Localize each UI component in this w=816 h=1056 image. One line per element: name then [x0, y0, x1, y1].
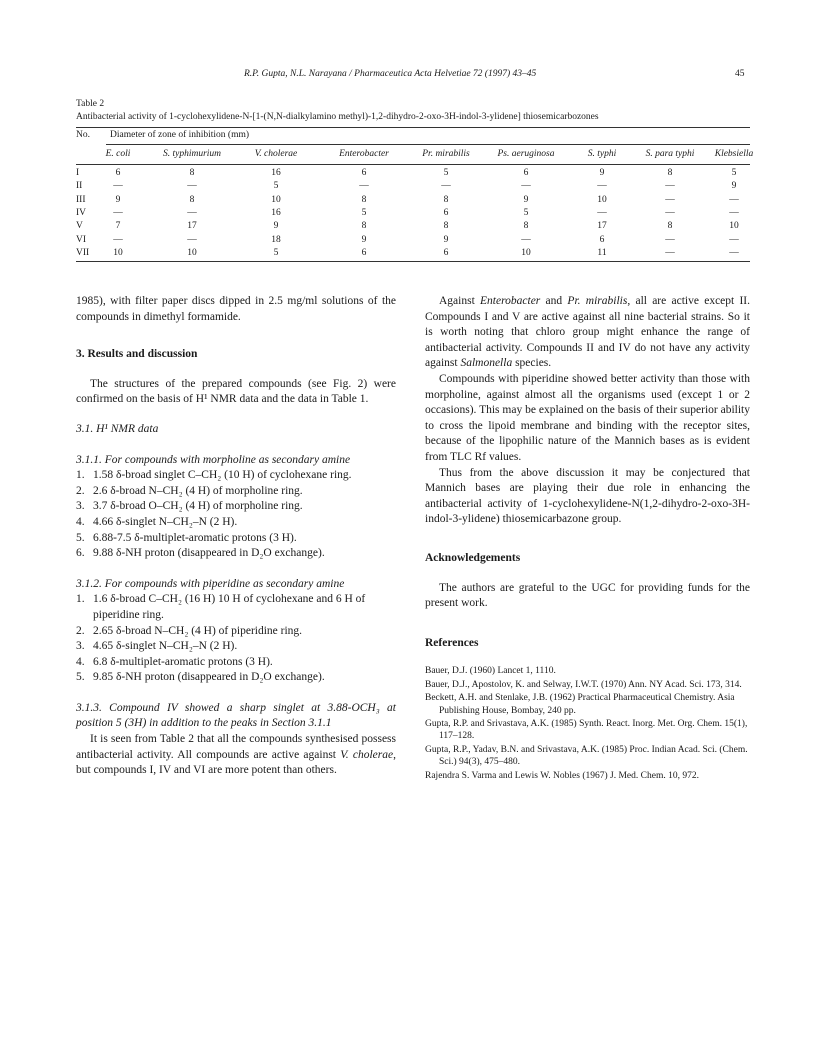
table-cell: —	[665, 194, 675, 205]
table-cell: —	[113, 234, 123, 245]
references-list	[425, 665, 750, 782]
table-cell: 10	[729, 221, 739, 232]
table-cell: 8	[667, 221, 673, 232]
table-top-rule	[76, 127, 750, 128]
section-3-heading: 3. Results and discussion	[76, 348, 198, 361]
discussion-organism: V. cholerae	[340, 748, 394, 761]
table-cell: —	[441, 181, 451, 192]
list-item-number: 6.	[76, 547, 85, 560]
table-caption: Antibacterial activity of 1-cyclohexylidene-N-[1-(N,N-dialkylamino methyl)-1,2-dihydro-2-oxo-3H-indol-3-ylidene] thiosemicarbozones	[76, 112, 599, 122]
list-item	[76, 515, 396, 531]
page-number: 45	[735, 69, 745, 79]
table-group-header: Diameter of zone of inhibition (mm)	[110, 130, 250, 140]
table-cell: 8	[667, 168, 673, 178]
list-item-number: 5.	[76, 671, 85, 684]
table-cell: —	[665, 247, 675, 258]
table-cell: —	[729, 207, 739, 218]
p1-text-d: species.	[512, 357, 552, 370]
table-column-header: Klebsiella	[714, 149, 754, 159]
table-row-label: II	[76, 181, 83, 192]
table-row-label: VII	[76, 247, 90, 258]
table-cell: 17	[187, 221, 197, 232]
morpholine-nmr-list	[76, 468, 396, 562]
list-item-text: 4.65 δ-singlet N–CH₂–N (2 H).	[93, 640, 238, 653]
table-cell: 6	[443, 247, 449, 258]
table-cell: 8	[361, 194, 367, 205]
table-cell: 8	[361, 221, 367, 232]
list-item	[76, 592, 396, 623]
table-column-header: S. typhi	[587, 149, 617, 159]
table-cell: 10	[271, 194, 281, 205]
table-cell: —	[665, 234, 675, 245]
list-item-text: 2.65 δ-broad N–CH₂ (4 H) of piperidine ring.	[93, 624, 303, 637]
intro-paragraph: 1985), with filter paper discs dipped in 2.5 mg/ml solutions of the compounds in dimethyl formamide.	[76, 295, 396, 323]
subsection-3-1-2-heading: 3.1.2. For compounds with piperidine as secondary amine	[76, 577, 345, 590]
table-cell: 6	[361, 247, 367, 258]
list-item-number: 3.	[76, 500, 85, 513]
list-item-text: 9.85 δ-NH proton (disappeared in D₂O exchange).	[93, 671, 325, 684]
list-item	[76, 639, 396, 655]
list-item	[76, 624, 396, 640]
running-header	[0, 69, 816, 83]
table-column-header: S. typhimurium	[162, 149, 222, 159]
results-paragraph-1	[425, 294, 750, 372]
table-cell: 16	[271, 168, 281, 178]
table-cell: 5	[361, 207, 367, 218]
list-item-number: 1.	[76, 593, 85, 606]
list-item-text: 4.66 δ-singlet N–CH₂–N (2 H).	[93, 515, 238, 528]
list-item	[76, 655, 396, 671]
table-row-label: V	[76, 221, 83, 232]
discussion-text-a: It is seen from Table 2 that all the compounds synthesised possess antibacterial activity. All compounds are active against	[76, 733, 396, 761]
table-cell: 9	[273, 221, 279, 232]
table-cell: 10	[521, 247, 531, 258]
table-cell: 6	[599, 234, 605, 245]
list-item-text: 1.6 δ-broad C–CH₂ (16 H) 10 H of cyclohexane and 6 H of piperidine ring.	[93, 593, 366, 621]
table-bottom-rule	[76, 261, 750, 262]
list-item-text: 9.88 δ-NH proton (disappeared in D₂O exchange).	[93, 547, 325, 560]
p1-organism-2: Pr. mirabilis	[567, 295, 628, 307]
table-cell: —	[729, 234, 739, 245]
table-cell: —	[521, 181, 531, 192]
reference-entry: Gupta, R.P. and Srivastava, A.K. (1985) Synth. React. Inorg. Met. Org. Chem. 15(1), 117–128.	[425, 718, 748, 742]
table-column-header: Enterobacter	[339, 149, 389, 159]
running-title: R.P. Gupta, N.L. Narayana / Pharmaceutica Acta Helvetiae 72 (1997) 43–45	[244, 69, 537, 79]
table-cell: 7	[115, 221, 121, 232]
table-column-header: V. cholerae	[254, 149, 298, 159]
subsection-3-1-heading: 3.1. H¹ NMR data	[76, 422, 159, 435]
p1-text-a: Against	[439, 295, 481, 307]
table-col-no: No.	[76, 130, 90, 140]
table-cell: —	[113, 207, 123, 218]
table-cell: 6	[443, 207, 449, 218]
table-cell: 11	[597, 247, 607, 258]
table-cell: 9	[443, 234, 449, 245]
list-item-number: 1.	[76, 469, 85, 482]
table-cell: —	[113, 181, 123, 192]
reference-entry: Rajendra S. Varma and Lewis W. Nobles (1967) J. Med. Chem. 10, 972.	[425, 770, 699, 781]
table-cell: —	[729, 194, 739, 205]
acknowledgements-text: The authors are grateful to the UGC for providing funds for the present work.	[425, 581, 750, 610]
table-cell: —	[597, 207, 607, 218]
section-3-paragraph: The structures of the prepared compounds (see Fig. 2) were confirmed on the basis of H¹ NMR data and the data in Table 1.	[76, 377, 396, 406]
list-item-number: 3.	[76, 640, 85, 653]
table-row-label: I	[76, 168, 80, 178]
subsection-3-1-1-heading: 3.1.1. For compounds with morpholine as secondary amine	[76, 453, 351, 466]
table-cell: 9	[361, 234, 367, 245]
p1-organism-3: Salmonella	[460, 357, 513, 370]
table-cell: 17	[597, 221, 607, 232]
table-cell: 8	[523, 221, 529, 232]
list-item-text: 3.7 δ-broad O–CH₂ (4 H) of morpholine ring.	[93, 500, 303, 513]
right-column	[425, 294, 750, 783]
table-cell: —	[187, 234, 197, 245]
list-item	[76, 531, 396, 547]
reference-entry: Bauer, D.J. (1960) Lancet 1, 1110.	[425, 666, 556, 677]
table-cell: 5	[443, 168, 449, 178]
list-item-text: 6.8 δ-multiplet-aromatic protons (3 H).	[93, 655, 273, 668]
list-item-number: 5.	[76, 531, 85, 544]
table-cell: 5	[273, 247, 279, 258]
table-cell: —	[187, 181, 197, 192]
reference-entry: Bauer, D.J., Apostolov, K. and Selway, I.W.T. (1970) Ann. NY Acad. Sci. 173, 314.	[425, 679, 742, 690]
table-cell: 8	[189, 194, 195, 205]
table-cell: —	[729, 247, 739, 258]
list-item-text: 6.88-7.5 δ-multiplet-aromatic protons (3 H).	[93, 531, 297, 544]
acknowledgements-heading: Acknowledgements	[425, 551, 521, 564]
table-2-discussion-paragraph	[76, 732, 396, 779]
list-item	[76, 499, 396, 515]
table-cell: 9	[115, 194, 121, 205]
list-item-number: 4.	[76, 515, 85, 528]
list-item-text: 1.58 δ-broad singlet C–CH₂ (10 H) of cyclohexane ring.	[93, 469, 352, 482]
table-label: Table 2	[76, 99, 105, 109]
list-item	[76, 546, 396, 562]
reference-entry: Gupta, R.P., Yadav, B.N. and Srivastava, A.K. (1985) Proc. Indian Acad. Sci. (Chem. Sci.) 94(3), 475–480.	[425, 744, 748, 768]
results-paragraph-2: Compounds with piperidine showed better activity than those with morpholine, against almost all the organisms used (except 1 or 2 occasions). This may be explained on the basis of their superior ability to cross the lipoid membrane and binding with the receptor sites, because of the lipophilic nature of the Mannich bases as is evident from TLC Rf values.	[425, 372, 750, 463]
list-item	[76, 468, 396, 484]
table-cell: 5	[731, 168, 737, 178]
table-column-header: E. coli	[105, 149, 131, 159]
list-item-number: 2.	[76, 484, 85, 497]
table-cell: 5	[523, 207, 529, 218]
table-cell: —	[187, 207, 197, 218]
table-cell: 8	[443, 221, 449, 232]
table-cell: —	[521, 234, 531, 245]
table-cell: 6	[523, 168, 529, 178]
table-cell: 10	[113, 247, 123, 258]
table-cell: 9	[599, 168, 605, 178]
table-cell: 8	[443, 194, 449, 205]
table-cell: 18	[271, 234, 281, 245]
table-row-label: IV	[76, 207, 87, 218]
table-column-header: Ps. aeruginosa	[497, 149, 555, 159]
table-cell: 9	[731, 181, 737, 192]
table-cell: 16	[271, 207, 281, 218]
table-cell: 6	[115, 168, 121, 178]
p1-text-c: , all are active except II. Compounds I and V are active against all nine bacterial strains. So it is worth noting that chloro group might enhance the range of antibacterial activity. Compounds II and IV do not have any activity against	[425, 295, 751, 370]
discussion-text-b: , but compounds I, IV and VI are more potent than others.	[76, 748, 396, 777]
references-heading: References	[425, 636, 479, 649]
table-cell: —	[665, 207, 675, 218]
p1-text-b: and	[540, 295, 568, 307]
table-cell: —	[665, 181, 675, 192]
table-column-header: S. para typhi	[645, 149, 695, 159]
table-cell: —	[597, 181, 607, 192]
table-cell: 5	[273, 181, 279, 192]
table-row-label: III	[76, 194, 86, 205]
table-cell: —	[359, 181, 369, 192]
p1-organism-1: Enterobacter	[480, 295, 541, 307]
list-item	[76, 670, 396, 686]
table-cell: 10	[597, 194, 607, 205]
table-cell: 6	[361, 168, 367, 178]
table-cell: 8	[189, 168, 195, 178]
reference-entry: Beckett, A.H. and Stenlake, J.B. (1962) Practical Pharmaceutical Chemistry. Asia Publishing House, Bombay, 240 pp.	[425, 693, 735, 716]
list-item	[76, 484, 396, 500]
table-row-label: VI	[76, 234, 87, 245]
results-paragraph-3: Thus from the above discussion it may be conjectured that Mannich bases are playing their due role in enhancing the antibacterial activity of 1-cyclohexylidene-N(1,2-dihydro-2-oxo-3H-indol-3-ylidene) thiosemicarbazone group.	[425, 466, 750, 526]
subsection-3-1-3-paragraph: 3.1.3. Compound IV showed a sharp singlet at 3.88-OCH₃ at position 5 (3H) in addition to the peaks in Section 3.1.1	[76, 701, 396, 730]
table-cell: 10	[187, 247, 197, 258]
piperidine-nmr-list	[76, 592, 396, 686]
table-2	[76, 98, 754, 258]
table-column-header: Pr. mirabilis	[422, 149, 470, 159]
list-item-number: 2.	[76, 624, 85, 637]
list-item-text: 2.6 δ-broad N–CH₂ (4 H) of morpholine ring.	[93, 484, 303, 497]
table-cell: 9	[523, 194, 529, 205]
table-head-rule	[76, 164, 750, 165]
list-item-number: 4.	[76, 655, 85, 668]
left-column	[76, 294, 396, 779]
table-group-rule	[106, 144, 750, 145]
